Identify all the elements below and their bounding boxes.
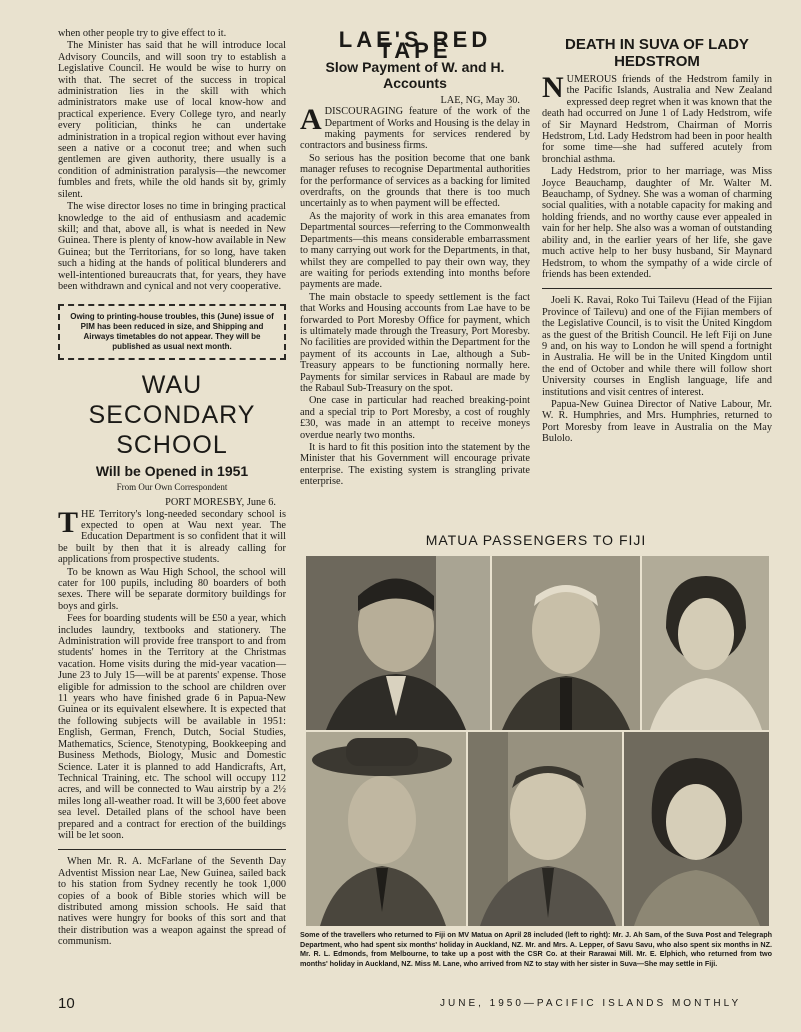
wau-dateline: PORT MORESBY, June 6. — [165, 497, 276, 509]
hedstrom-headline: DEATH IN SUVA OF LADY HEDSTROM — [565, 36, 749, 70]
lae-para-6: It is hard to fit this position into the statement by the Minister that his Government will encourage private enterprise. The existing system is strangling private enterprise. — [300, 442, 530, 488]
ravai-para: Joeli K. Ravai, Roko Tui Tailevu (Head of the Fijian Province of Tailevu) and one of the Fijian members of the Legislative Council, is to visit the United Kingdom as the guest of the British Council. He left Fiji on June 9 and, on his way to London he will spend a fortnight in Australia. He will be in the United Kingdom until the end of October and while there will follow short University courses in English language, life and institutions and visit centres of interest. — [542, 295, 772, 398]
wau-headline: WAU SECONDARY SCHOOL — [88, 371, 256, 460]
wau-correspondent: From Our Own Correspondent — [116, 481, 228, 492]
humphries-para: Papua-New Guinea Director of Native Labour, Mr. W. R. Humphries, and Mrs. Humphries, returned to Port Moresby from leave in Australia on the May Bulolo. — [542, 398, 772, 445]
photo-mr-lepper — [492, 556, 640, 730]
lae-para-2: So serious has the position become that one bank manager refuses to recognise Departmental authorities for the performance of services as a backing for limited overdrafts, on the grounds that there is too much uncertainly as to when payment will be effected. — [300, 152, 530, 210]
photo-edmonds — [306, 732, 466, 926]
lae-para-4: The main obstacle to speedy settlement is the fact that Works and Housing accounts from Lae have to be forwarded to Port Moresby Office for payment, which is ultimately made through the Treasury, Port Moresby. No facilities are provided within the Department for the payment of its accounts in Lae, although a Sub-Treasury appears to be functioning normally here. Payments for similar services in Rabaul are made by the Rabaul Sub-Treasury on the spot. — [300, 291, 530, 394]
column-divider — [542, 288, 772, 289]
issue-footer: JUNE, 1950—PACIFIC ISLANDS MONTHLY — [440, 998, 742, 1009]
column-left — [58, 28, 286, 949]
photo-miss-lane — [624, 732, 769, 926]
hedstrom-para-2: Lady Hedstrom, prior to her marriage, was Miss Joyce Beauchamp, daughter of Mr. Walter M. Beauchamp, of Sydney. She was a woman of charming social qualities, with a notable capacity for making and holding friends, and no worthy cause ever appealed in vain for her help. She also was a woman of outstanding ability and, in the earlier years of her life, she gave much active help to her busy husband, Sir Maynard Hedstrom, to whom the sympathy of a wide circle of friends has been extended. — [542, 166, 772, 280]
lae-para-3: As the majority of work in this area emanates from Departmental sources—referring to the Commonwealth Departments—this means considerable embarrassment to many carrying out work for the Departments, in that, whilst they are compelled to pay their own way, they are waiting for periods extending into months before payments are made. — [300, 210, 530, 291]
editorial-para-2: The Minister has said that he will introduce local Advisory Councils, and will soon try to establish a Legislative Council. He would be wise to hurry on with that. The secret of the success in tropical administration lies in the skill with which administrators make use of local know-how and practical experience. Every College tyro, and nearly every politician, thinks he can undertake administration in a tropical region without ever having seen a native or a coconut tree; and when such gentlemen are given authority, there usually is a condition of administration paralysis—the newcomer fumbles and frets, while the old hands sit by, grimly silent. — [58, 40, 286, 200]
mcfarlane-para: When Mr. R. A. McFarlane of the Seventh Day Adventist Mission near Lae, New Guinea, sailed back to his station from Sydney recently he took 1,000 copies of a book of Bible stories which will be distributed among mission schools. He said that natives were hungry for books of this sort and that their distribution was a weapon against the spread of communism. — [58, 856, 286, 948]
wau-para-1 — [58, 505, 286, 566]
lae-headline: LAE'S RED TAPE — [338, 27, 492, 64]
lae-para-1-text: DISCOURAGING feature of the work of the Department of Works and Housing is the delay in making payments for services rendered by contractors and business firms. — [300, 106, 530, 152]
editorial-para-1: when other people try to give effect to it. — [58, 28, 227, 39]
photo-ah-sam — [306, 556, 490, 730]
lae-para-5: One case in particular had reached breaking-point and a special trip to Port Moresby, a cost of roughly £30, was made in an attempt to receive moneys overdue nearly two months. — [300, 395, 530, 441]
lae-subheadline: Slow Payment of W. and H. Accounts — [325, 58, 505, 91]
hedstrom-dropcap: N — [542, 71, 564, 104]
wau-para-2: To be known as Wau High School, the school will cater for 100 pupils, including 80 boarders of both sexes. There will be separate dormitory buildings for boys and girls. — [58, 566, 286, 612]
wau-para-1-text: HE Territory's long-needed secondary school is expected to open at Wau next year. The Education Department is so confident that it will be built by then that it is already calling for applications from prospective students. — [58, 508, 286, 566]
column-divider — [58, 849, 286, 850]
page-number: 10 — [58, 995, 75, 1012]
wau-subheadline: Will be Opened in 1951 — [95, 463, 249, 480]
matua-photo-caption: Some of the travellers who returned to Fiji on MV Matua on April 28 included (left to right): Mr. J. Ah Sam, of the Suva Post and Telegraph Department, who had spent six months' holiday in Auckland, NZ. Mr. and Mrs. A. Lepper, of Savu Savu, who also spent six months in NZ. Mr. R. L. Edmonds, from Melbourne, to take up a post with the CSR Co. at their Rarawai Mill. Mr. E. Elphich, who returned from two months' holiday in Auckland, NZ. Miss M. Lane, who arrived from NZ to stay with her sister in Suva—She may settle in Fiji. — [300, 930, 772, 968]
hedstrom-para-1 — [542, 71, 772, 165]
photo-elphich — [468, 732, 622, 926]
matua-photo-title: MATUA PASSENGERS TO FIJI — [425, 532, 647, 548]
wau-para-3: Fees for boarding students will be £50 a year, which includes laundry, textbooks and stationery. The Administration will provide free transport to and from students' homes in the Territory at the Christmas vacation. Home visits during the mid-year vacation—June 23 to July 15—will be at parents' expense. Those eligible for admission to the school are children over 11 years who have finished grade 6 in Papua-New Guinea or its equivalent elsewhere. It is expected that the following subjects will be available in 1951: English, German, French, Dutch, Social Studies, Mathematics, Science, Stenotyping, Bookkeeping and Business Methods, Biology, Music and Domestic Science. Later it is planned to add Handicrafts, Art, Technical Training, etc. The school will occupy 112 acres, and will be connected to Wau airstrip by a 2½ miles long all-weather road. It will be 3,600 feet above sea level. Detailed plans of the school have been prepared and a contract for erection of the buildings will be let soon. — [58, 613, 286, 841]
editorial-para-3: The wise director loses no time in bringing practical knowledge to the aid of enthusiasm and academic skill; and that, above all, is what is needed in New Guinea. There is plenty of know-how available in New Guinea; but the Territorians, for so long, have taken such a hiding at the hands of political blunderers and well-intentioned bureaucrats that, for years, they have been withdrawn and cynical and not very cooperative. — [58, 201, 286, 292]
hedstrom-para-1-text: UMEROUS friends of the Hedstrom family in the Pacific Islands, Australia and New Zealand expressed deep regret when it was known that the death had occurred on June 1 of Lady Hedstrom, wife of Sir Maynard Hedstrom, Chairman of Morris Hedstrom, Ltd. Lady Hedstrom had been in poor health for some time—she had suffered acutely from bronchial asthma. — [542, 74, 772, 165]
lae-para-1 — [300, 103, 530, 152]
photo-mrs-lepper — [642, 556, 769, 730]
matua-photo-grid — [306, 556, 769, 926]
lae-dateline: LAE, NG, May 30. — [440, 94, 520, 106]
lae-dropcap: A — [300, 103, 322, 137]
wau-dropcap: T — [58, 505, 79, 539]
column-middle — [300, 28, 530, 489]
column-right — [542, 28, 772, 446]
printing-notice-box: Owing to printing-house troubles, this (June) issue of PIM has been reduced in size, and Shipping and Airways timetables do not appear. They will be published as usual next month. — [58, 304, 286, 360]
